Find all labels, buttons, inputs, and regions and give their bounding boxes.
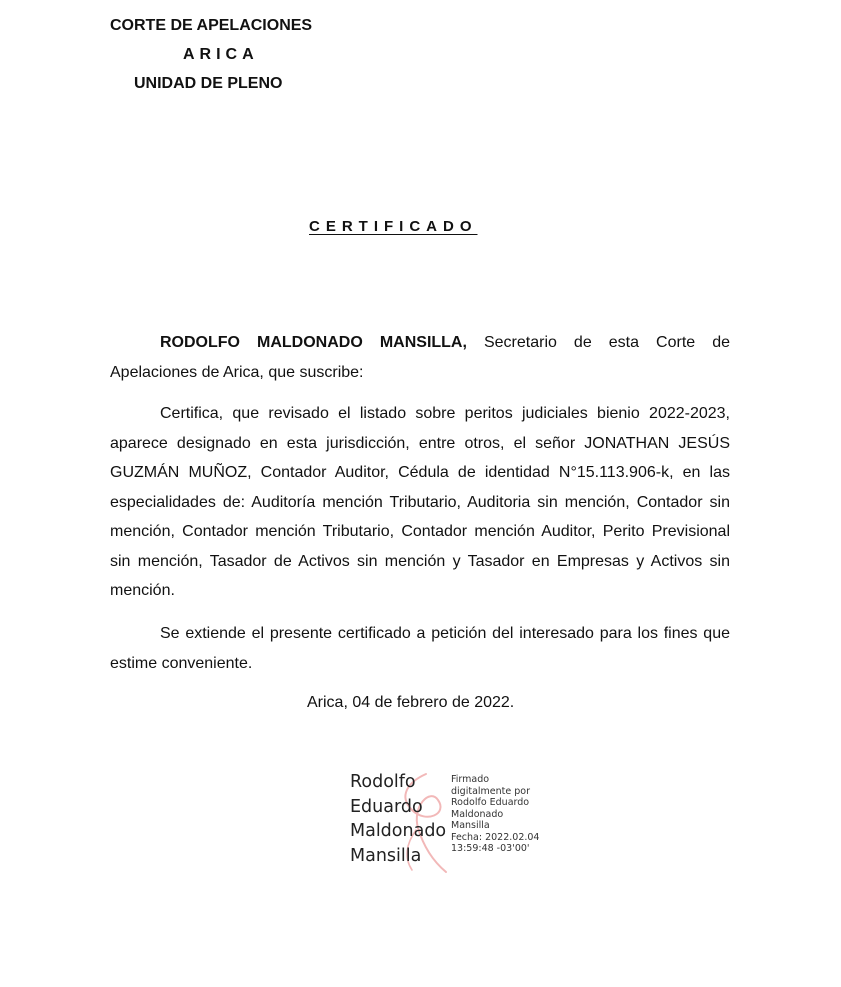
signature-detail-line: Mansilla: [451, 820, 490, 831]
signer-name-line: Eduardo: [350, 796, 423, 817]
place-date: Arica, 04 de febrero de 2022.: [307, 694, 515, 711]
digital-signature: [350, 770, 570, 880]
signature-detail-line: Rodolfo Eduardo: [451, 797, 530, 808]
signature-detail-line: Fecha: 2022.02.04: [451, 831, 540, 843]
signer-name-line: Maldonado: [350, 821, 447, 841]
court-city: ARICA: [183, 46, 259, 63]
signature-detail-line: Maldonado: [451, 808, 504, 820]
signer-name-line: Rodolfo: [350, 772, 416, 792]
document-title: CERTIFICADO: [309, 218, 478, 235]
signature-details: [451, 774, 539, 855]
signer-name-line: Mansilla: [350, 845, 422, 866]
court-name: CORTE DE APELACIONES: [110, 17, 313, 34]
court-unit: UNIDAD DE PLENO: [134, 75, 283, 92]
intro-paragraph: [110, 328, 730, 387]
signature-detail-line: digitalmente por: [451, 785, 530, 797]
signature-detail-line: Firmado: [451, 774, 490, 785]
closing-paragraph: Se extiende el presente certificado a petición del interesado para los fines que estime conveniente.: [110, 625, 730, 672]
secretary-name: RODOLFO MALDONADO MANSILLA,: [160, 334, 467, 351]
signature-detail-line: 13:59:48 -03'00': [451, 843, 530, 854]
intro-text: Secretario de esta Corte de Apelaciones de Arica, que suscribe:: [110, 334, 731, 381]
certification-paragraph: Certifica, que revisado el listado sobre peritos judiciales bienio 2022-2023, aparece designado en esta jurisdicción, entre otros, el señor JONATHAN JESÚS GUZMÁN MUÑOZ, Contador Auditor, Cédula de identidad N°15.113.906-k, en las especialidades de: Auditoría mención Tributario, Auditoria sin mención, Contador sin mención, Contador mención Tributario, Contador mención Auditor, Perito Previsional sin mención, Tasador de Activos sin mención y Tasador en Empresas y Activos sin mención.: [110, 405, 730, 599]
signer-name: [350, 770, 446, 868]
